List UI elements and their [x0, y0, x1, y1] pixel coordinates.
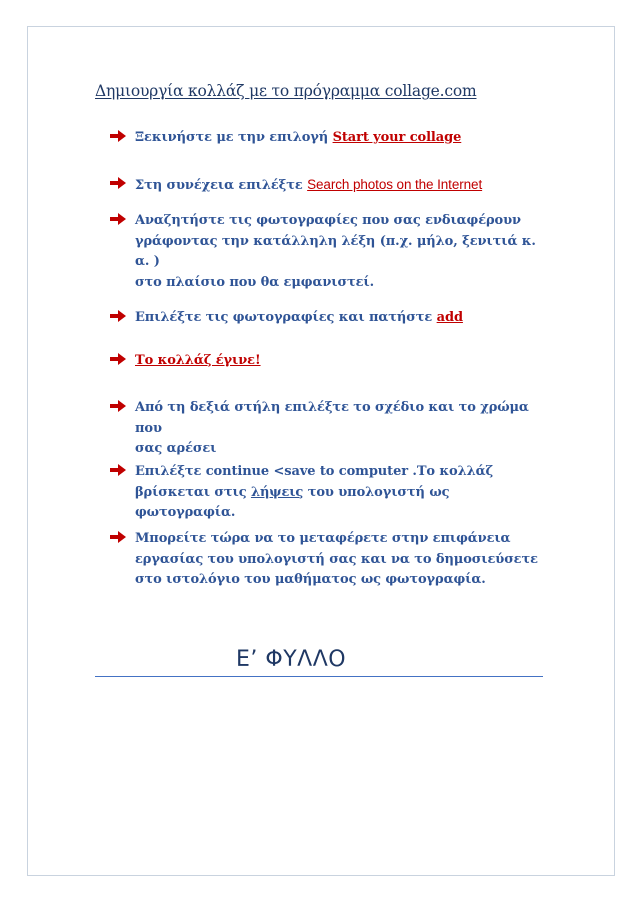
- sheet-label: Ε’ ΦΥΛΛΟ: [236, 647, 347, 672]
- step-line: Επιλέξτε continue <save to computer .Το κολλάζ: [135, 464, 494, 479]
- step-line: γράφοντας την κατάλληλη λέξη (π.χ. μήλο, ξενιτιά κ. α. ): [135, 233, 536, 269]
- collage-done-text: Το κολλάζ έγινε!: [135, 353, 261, 368]
- right-arrow-icon: [110, 353, 126, 365]
- list-item: [110, 462, 550, 524]
- right-arrow-icon: [110, 177, 126, 189]
- list-item: [110, 308, 550, 329]
- page-title: Δημιουργία κολλάζ με το πρόγραμμα collage.com: [95, 82, 477, 100]
- step-line: [135, 483, 550, 524]
- step-text: Ξεκινήστε με την επιλογή: [135, 130, 333, 145]
- list-item: [110, 128, 550, 149]
- list-item: [110, 529, 550, 591]
- step-line: Μπορείτε τώρα να το μεταφέρετε στην επιφάνεια: [135, 531, 511, 546]
- right-arrow-icon: [110, 400, 126, 412]
- right-arrow-icon: [110, 531, 126, 543]
- right-arrow-icon: [110, 130, 126, 142]
- right-arrow-icon: [110, 213, 126, 225]
- start-your-collage-link[interactable]: Start your collage: [332, 130, 462, 145]
- list-item: [110, 175, 550, 197]
- add-link[interactable]: add: [436, 310, 463, 325]
- step-text: του υπολογιστή ως φωτογραφία.: [135, 484, 450, 520]
- right-arrow-icon: [110, 310, 126, 322]
- list-item: [110, 398, 550, 460]
- step-text: Επιλέξτε τις φωτογραφίες και πατήστε: [135, 310, 437, 325]
- step-line: σας αρέσει: [135, 441, 217, 456]
- search-photos-link[interactable]: Search photos on the Internet: [307, 177, 483, 192]
- step-line: εργασίας του υπολογιστή σας και να το δημοσιεύσετε: [135, 551, 538, 567]
- list-item: [110, 211, 550, 293]
- step-line: Αναζητήστε τις φωτογραφίες που σας ενδιαφέρουν: [135, 213, 521, 228]
- step-line: στο ιστολόγιο του μαθήματος ως φωτογραφία.: [135, 572, 486, 587]
- step-line: Από τη δεξιά στήλη επιλέξτε το σχέδιο και το χρώμα που: [135, 400, 529, 436]
- right-arrow-icon: [110, 464, 126, 476]
- step-text: βρίσκεται στις: [135, 484, 251, 500]
- step-line: στο πλαίσιο που θα εμφανιστεί.: [135, 274, 375, 290]
- divider: [95, 676, 543, 677]
- step-text: Στη συνέχεια επιλέξτε: [135, 178, 308, 193]
- downloads-link[interactable]: λήψεις: [250, 484, 304, 500]
- list-item: [110, 351, 550, 372]
